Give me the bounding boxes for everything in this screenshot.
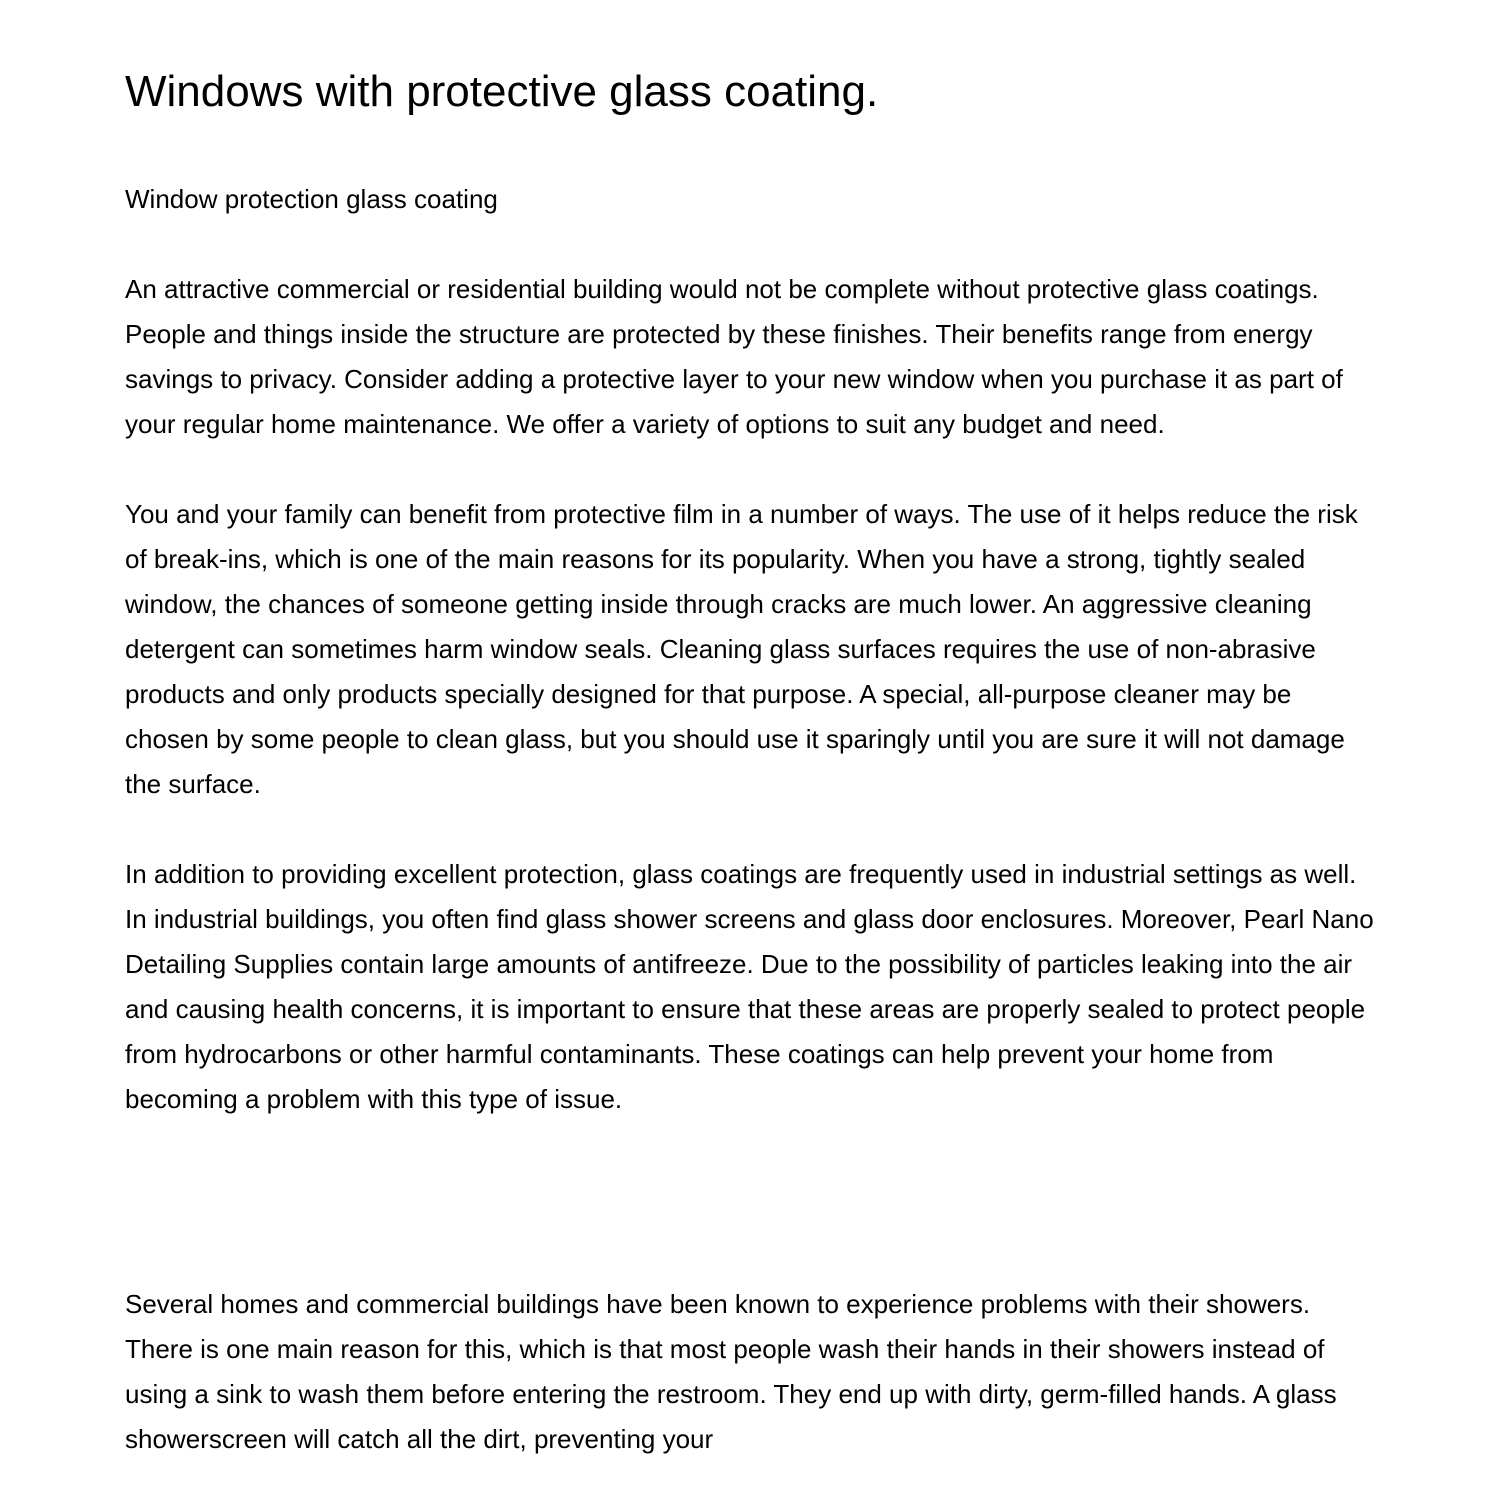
document-content bbox=[125, 0, 1380, 1462]
body-paragraph-1: An attractive commercial or residential building would not be complete without protective glass coatings. People and things inside the structure are protected by these finishes. Their benefits range from energy savings to privacy. Consider adding a protective layer to your new window when you purchase it as part of your regular home maintenance. We offer a variety of options to suit any budget and need. bbox=[125, 274, 1343, 439]
page-title: Windows with protective glass coating. bbox=[125, 67, 879, 116]
document-subtitle: Window protection glass coating bbox=[125, 184, 498, 214]
body-paragraph-4: Several homes and commercial buildings have been known to experience problems with their showers. There is one main reason for this, which is that most people wash their hands in their showers instead of using a sink to wash them before entering the restroom. They end up with dirty, germ-filled hands. A glass showerscreen will catch all the dirt, preventing your bbox=[125, 1289, 1337, 1454]
body-paragraph-2: You and your family can benefit from protective film in a number of ways. The use of it helps reduce the risk of break-ins, which is one of the main reasons for its popularity. When you have a strong, tightly sealed window, the chances of someone getting inside through cracks are much lower. An aggressive cleaning detergent can sometimes harm window seals. Cleaning glass surfaces requires the use of non-abrasive products and only products specially designed for that purpose. A special, all-purpose cleaner may be chosen by some people to clean glass, but you should use it sparingly until you are sure it will not damage the surface. bbox=[125, 499, 1358, 799]
body-paragraph-3: In addition to providing excellent protection, glass coatings are frequently used in industrial settings as well. In industrial buildings, you often find glass shower screens and glass door enclosures. Moreover, Pearl Nano Detailing Supplies contain large amounts of antifreeze. Due to the possibility of particles leaking into the air and causing health concerns, it is important to ensure that these areas are properly sealed to protect people from hydrocarbons or other harmful contaminants. These coatings can help prevent your home from becoming a problem with this type of issue. bbox=[125, 859, 1374, 1114]
